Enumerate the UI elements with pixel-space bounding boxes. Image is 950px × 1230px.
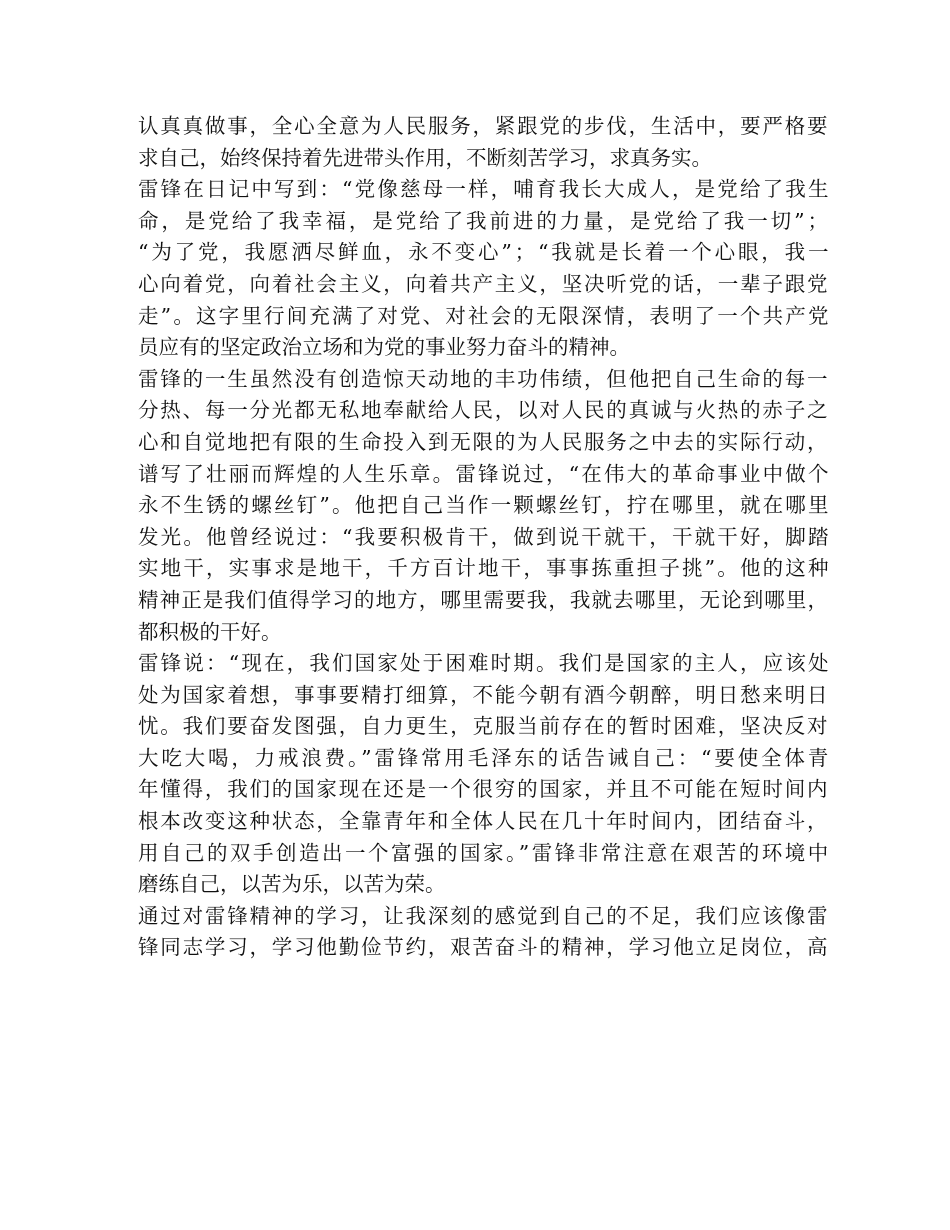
text-line: 根本改变这种状态，全靠青年和全体人民在几十年时间内，团结奋斗，	[138, 809, 830, 834]
text-line: 发光。他曾经说过：“我要积极肯干，做到说干就干，干就干好，脚踏	[138, 524, 831, 549]
text-line: 雷锋说：“现在，我们国家处于困难时期。我们是国家的主人，应该处	[138, 651, 831, 676]
text-line: 锋同志学习，学习他勤俭节约，艰苦奋斗的精神，学习他立足岗位，高	[138, 935, 830, 960]
text-line: 年懂得，我们的国家现在还是一个很穷的国家，并且不可能在短时间内	[138, 777, 830, 802]
text-line: 走”。这字里行间充满了对党、对社会的无限深情，表明了一个共产党	[138, 303, 831, 328]
text-line: 分热、每一分光都无私地奉献给人民，以对人民的真诚与火热的赤子之	[138, 398, 830, 423]
text-line: 心和自觉地把有限的生命投入到无限的为人民服务之中去的实际行动，	[138, 429, 830, 454]
text-line: 忧。我们要奋发图强，自力更生，克服当前存在的暂时困难，坚决反对	[138, 714, 830, 739]
text-line: 大吃大喝，力戒浪费。”雷锋常用毛泽东的话告诫自己：“要使全体青	[138, 745, 832, 770]
text-line: 磨练自己，以苦为乐，以苦为荣。	[138, 872, 446, 897]
text-line: 求自己，始终保持着先进带头作用，不断刻苦学习，求真务实。	[138, 145, 712, 170]
text-line: 都积极的干好。	[138, 619, 282, 644]
text-line: 实地干，实事求是地干，千方百计地干，事事拣重担子挑”。他的这种	[138, 556, 831, 581]
text-line: 员应有的坚定政治立场和为党的事业努力奋斗的精神。	[138, 335, 630, 360]
text-line: 心向着党，向着社会主义，向着共产主义，坚决听党的话，一辈子跟党	[138, 271, 830, 296]
text-line: “为了党，我愿洒尽鲜血，永不变心”；“我就是长着一个心眼，我一	[138, 240, 832, 265]
text-line: 通过对雷锋精神的学习，让我深刻的感觉到自己的不足，我们应该像雷	[138, 903, 830, 928]
text-line: 精神正是我们值得学习的地方，哪里需要我，我就去哪里，无论到哪里，	[138, 587, 830, 612]
text-line: 永不生锈的螺丝钉”。他把自己当作一颗螺丝钉，拧在哪里，就在哪里	[138, 493, 831, 518]
text-line: 雷锋的一生虽然没有创造惊天动地的丰功伟绩，但他把自己生命的每一	[138, 366, 830, 391]
text-line: 处为国家着想，事事要精打细算，不能今朝有酒今朝醉，明日愁来明日	[138, 682, 830, 707]
text-line: 雷锋在日记中写到：“党像慈母一样，哺育我长大成人，是党给了我生	[138, 177, 831, 202]
text-line: 用自己的双手创造出一个富强的国家。”雷锋非常注意在艰苦的环境中	[138, 840, 831, 865]
document-page	[138, 111, 832, 964]
text-line: 认真真做事，全心全意为人民服务，紧跟党的步伐，生活中，要严格要	[138, 114, 830, 138]
text-line: 谱写了壮丽而辉煌的人生乐章。雷锋说过，“在伟大的革命事业中做个	[138, 461, 831, 486]
text-line: 命，是党给了我幸福，是党给了我前进的力量，是党给了我一切”；	[138, 208, 831, 233]
